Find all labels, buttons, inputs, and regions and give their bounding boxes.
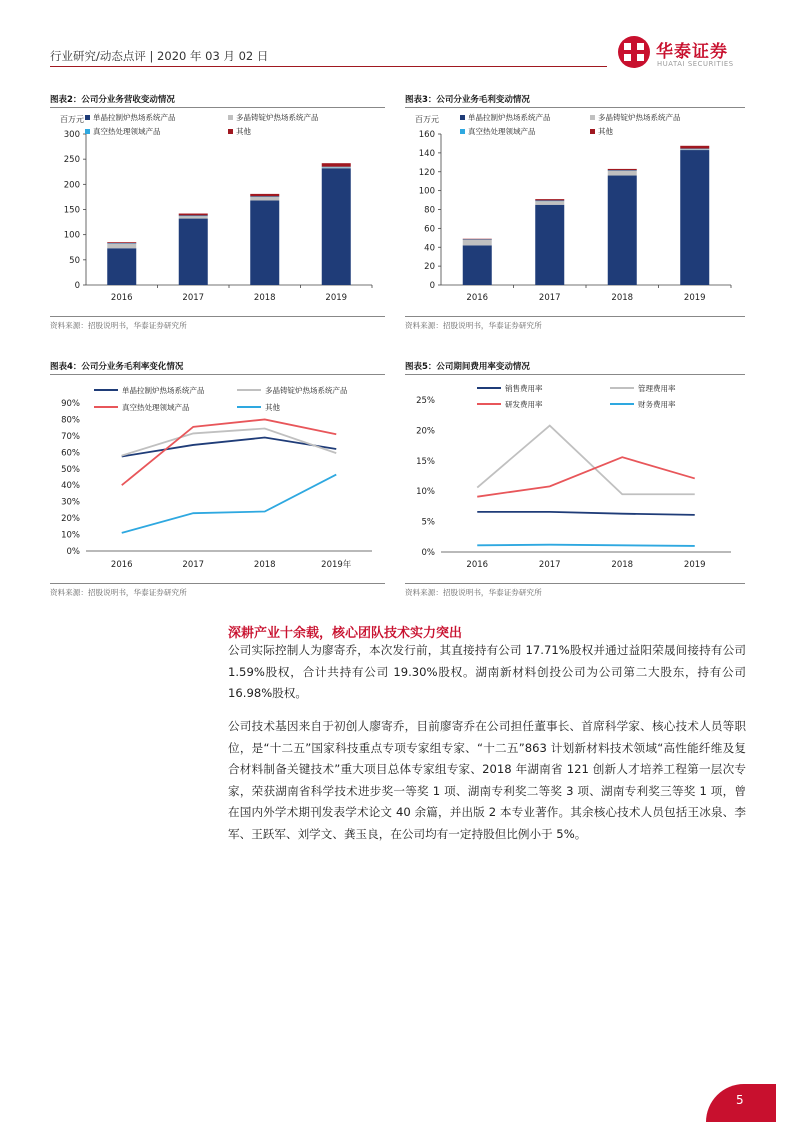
bar (608, 176, 637, 285)
y-tick-label: 0% (66, 547, 80, 557)
x-tick-label: 2018 (253, 560, 276, 570)
bar (107, 244, 136, 249)
y-tick-label: 40% (61, 481, 80, 492)
section-title: 深耕产业十余载，核心团队技术实力突出 (228, 626, 463, 641)
bar (608, 169, 637, 170)
fig3-source-rule (405, 316, 745, 317)
bar (535, 199, 564, 200)
bar (107, 248, 136, 285)
x-tick-label: 2019 (683, 293, 706, 303)
y-tick-label: 25% (416, 396, 435, 406)
y-tick-label: 80% (61, 415, 80, 426)
y-tick-label: 50% (61, 464, 80, 475)
fig2-chart (50, 110, 385, 315)
legend-label: 多晶铸锭炉热场系统产品 (598, 113, 681, 122)
bar (322, 167, 351, 168)
y-tick-label: 50 (69, 255, 80, 266)
legend-swatch (590, 129, 595, 134)
legend-swatch (460, 115, 465, 120)
y-tick-label: 160 (418, 130, 435, 140)
y-tick-label: 30% (61, 497, 80, 508)
legend-label: 多晶铸锭炉热场系统产品 (236, 113, 319, 122)
fig4-caption-rule (50, 374, 385, 375)
y-tick-label: 0% (421, 548, 435, 558)
fig2-caption-rule (50, 107, 385, 108)
fig4-source-rule (50, 583, 385, 584)
legend-label: 真空热处理领域产品 (468, 127, 536, 136)
bar (322, 167, 351, 168)
x-tick-label: 2018 (611, 293, 634, 303)
bar (680, 150, 709, 285)
bar (179, 216, 208, 219)
y-tick-label: 20% (61, 514, 80, 525)
paragraph-1: 公司实际控制人为廖寄乔，本次发行前，其直接持有公司 17.71%股权并通过益阳荣晟间接持有公司 1.59%股权，合计共持有公司 19.30%股权。湖南新材料创投公司为公司第二大股东，持有公司 16.98%股权。 (228, 643, 746, 700)
fig5-source-rule (405, 583, 745, 584)
y-tick-label: 70% (61, 431, 80, 442)
fig3-source: 资料来源：招股说明书，华泰证券研究所 (405, 321, 542, 330)
series-line (477, 457, 695, 497)
series-line (477, 545, 695, 546)
legend-swatch (228, 115, 233, 120)
bar (535, 205, 564, 285)
fig4-caption: 图表4：公司分业务毛利率变化情况 (50, 362, 184, 372)
legend-label: 单晶拉制炉热场系统产品 (468, 113, 551, 122)
y-tick-label: 90% (61, 399, 80, 409)
bar (250, 197, 279, 201)
logo-name: 华泰证券 (656, 42, 728, 62)
series-line (477, 426, 695, 495)
series-line (477, 512, 695, 515)
y-tick-label: 0 (74, 281, 80, 291)
bar (322, 168, 351, 285)
legend-label: 其他 (265, 403, 280, 412)
fig4-chart (50, 378, 385, 578)
y-tick-label: 80 (424, 205, 435, 216)
header-text: 行业研究/动态点评 | 2020 年 03 月 02 日 (50, 49, 269, 63)
legend-label: 单晶拉制炉热场系统产品 (93, 113, 176, 122)
bar (608, 170, 637, 171)
fig5-source: 资料来源：招股说明书，华泰证券研究所 (405, 588, 542, 597)
fig2-caption: 图表2：公司分业务营收变动情况 (50, 95, 175, 105)
series-line (122, 475, 337, 533)
logo-en: HUATAI SECURITIES (657, 60, 734, 68)
legend-label: 单晶拉制炉热场系统产品 (122, 386, 205, 395)
bar (250, 196, 279, 197)
x-tick-label: 2017 (182, 293, 205, 303)
bar (535, 201, 564, 205)
fig3-caption: 图表3：公司分业务毛利变动情况 (405, 95, 530, 105)
legend-label: 管理费用率 (638, 384, 676, 393)
x-tick-label: 2017 (538, 293, 561, 303)
bar (107, 242, 136, 243)
bar (463, 239, 492, 240)
bar (680, 149, 709, 150)
x-tick-label: 2016 (466, 293, 489, 303)
bar (179, 216, 208, 217)
fig3-chart (405, 110, 745, 315)
legend-swatch (85, 115, 90, 120)
y-tick-label: 60 (424, 224, 435, 235)
legend-label: 研发费用率 (505, 400, 543, 409)
y-tick-label: 40 (424, 243, 435, 254)
fig4-source: 资料来源：招股说明书，华泰证券研究所 (50, 588, 187, 597)
y-axis-unit: 百万元 (60, 115, 84, 124)
y-tick-label: 140 (418, 148, 435, 159)
y-tick-label: 60% (61, 448, 80, 459)
bar (107, 243, 136, 244)
x-tick-label: 2016 (110, 293, 133, 303)
series-line (122, 438, 337, 457)
y-tick-label: 0 (429, 281, 435, 291)
bar (608, 171, 637, 176)
header-rule (50, 66, 607, 67)
bar (463, 245, 492, 285)
y-tick-label: 150 (63, 205, 80, 216)
bar (680, 146, 709, 149)
bar (535, 201, 564, 202)
fig5-chart (405, 378, 745, 578)
bar (322, 163, 351, 167)
legend-label: 真空热处理领域产品 (122, 403, 190, 412)
y-tick-label: 10% (416, 487, 435, 498)
y-tick-label: 5% (421, 517, 435, 528)
legend-label: 多晶铸锭炉热场系统产品 (265, 386, 348, 395)
fig3-caption-rule (405, 107, 745, 108)
x-tick-label: 2017 (182, 560, 205, 570)
x-tick-label: 2019年 (321, 560, 352, 570)
y-tick-label: 120 (418, 167, 435, 178)
legend-swatch (228, 129, 233, 134)
y-tick-label: 100 (63, 230, 80, 241)
legend-swatch (590, 115, 595, 120)
x-tick-label: 2019 (325, 293, 348, 303)
legend-swatch (460, 129, 465, 134)
page-number: 5 (706, 1084, 776, 1122)
legend-label: 其他 (598, 127, 613, 136)
fig5-caption-rule (405, 374, 745, 375)
legend-label: 其他 (236, 127, 251, 136)
bar (463, 240, 492, 246)
bar (250, 200, 279, 285)
x-tick-label: 2016 (110, 560, 133, 570)
x-tick-label: 2017 (538, 560, 561, 570)
bar (680, 149, 709, 150)
x-tick-label: 2016 (466, 560, 489, 570)
bar (250, 194, 279, 197)
x-tick-label: 2018 (611, 560, 634, 570)
bar (179, 214, 208, 216)
x-tick-label: 2018 (253, 293, 276, 303)
x-tick-label: 2019 (683, 560, 706, 570)
y-tick-label: 100 (418, 186, 435, 197)
series-line (122, 419, 337, 485)
y-tick-label: 10% (61, 530, 80, 541)
y-tick-label: 200 (63, 180, 80, 191)
bar (179, 219, 208, 285)
fig5-caption: 图表5：公司期间费用率变动情况 (405, 362, 530, 372)
legend-label: 销售费用率 (505, 384, 543, 393)
paragraph-2: 公司技术基因来自于初创人廖寄乔，目前廖寄乔在公司担任董事长、首席科学家、核心技术人员等职位，是“十二五”国家科技重点专项专家组专家、“十二五”863 计划新材料技术领域“高性能纤维及复合材料制备关键技术”重大项目总体专家组专家、2018 年湖南省 121 创新人才培养工程第一层次专家，荣获湖南省科学技术进步奖一等奖 1 项、湖南专利奖二等奖 3 项、湖南专利奖三等奖 1 项，曾在国内外学术期刊发表学术论文 40 余篇，并出版 2 本专业著作。其余核心技术人员包括王冰泉、李军、王跃军、刘学文、龚玉良，在公司均有一定持股但比例小于 5%。 (228, 719, 746, 841)
y-tick-label: 250 (63, 155, 80, 166)
fig2-source-rule (50, 316, 385, 317)
legend-swatch (85, 129, 90, 134)
legend-label: 真空热处理领域产品 (93, 127, 161, 136)
y-axis-unit: 百万元 (415, 115, 439, 124)
y-tick-label: 20 (424, 262, 435, 273)
y-tick-label: 300 (63, 130, 80, 140)
y-tick-label: 20% (416, 426, 435, 437)
legend-label: 财务费用率 (638, 400, 676, 409)
y-tick-label: 15% (416, 456, 435, 467)
fig2-source: 资料来源：招股说明书，华泰证券研究所 (50, 321, 187, 330)
